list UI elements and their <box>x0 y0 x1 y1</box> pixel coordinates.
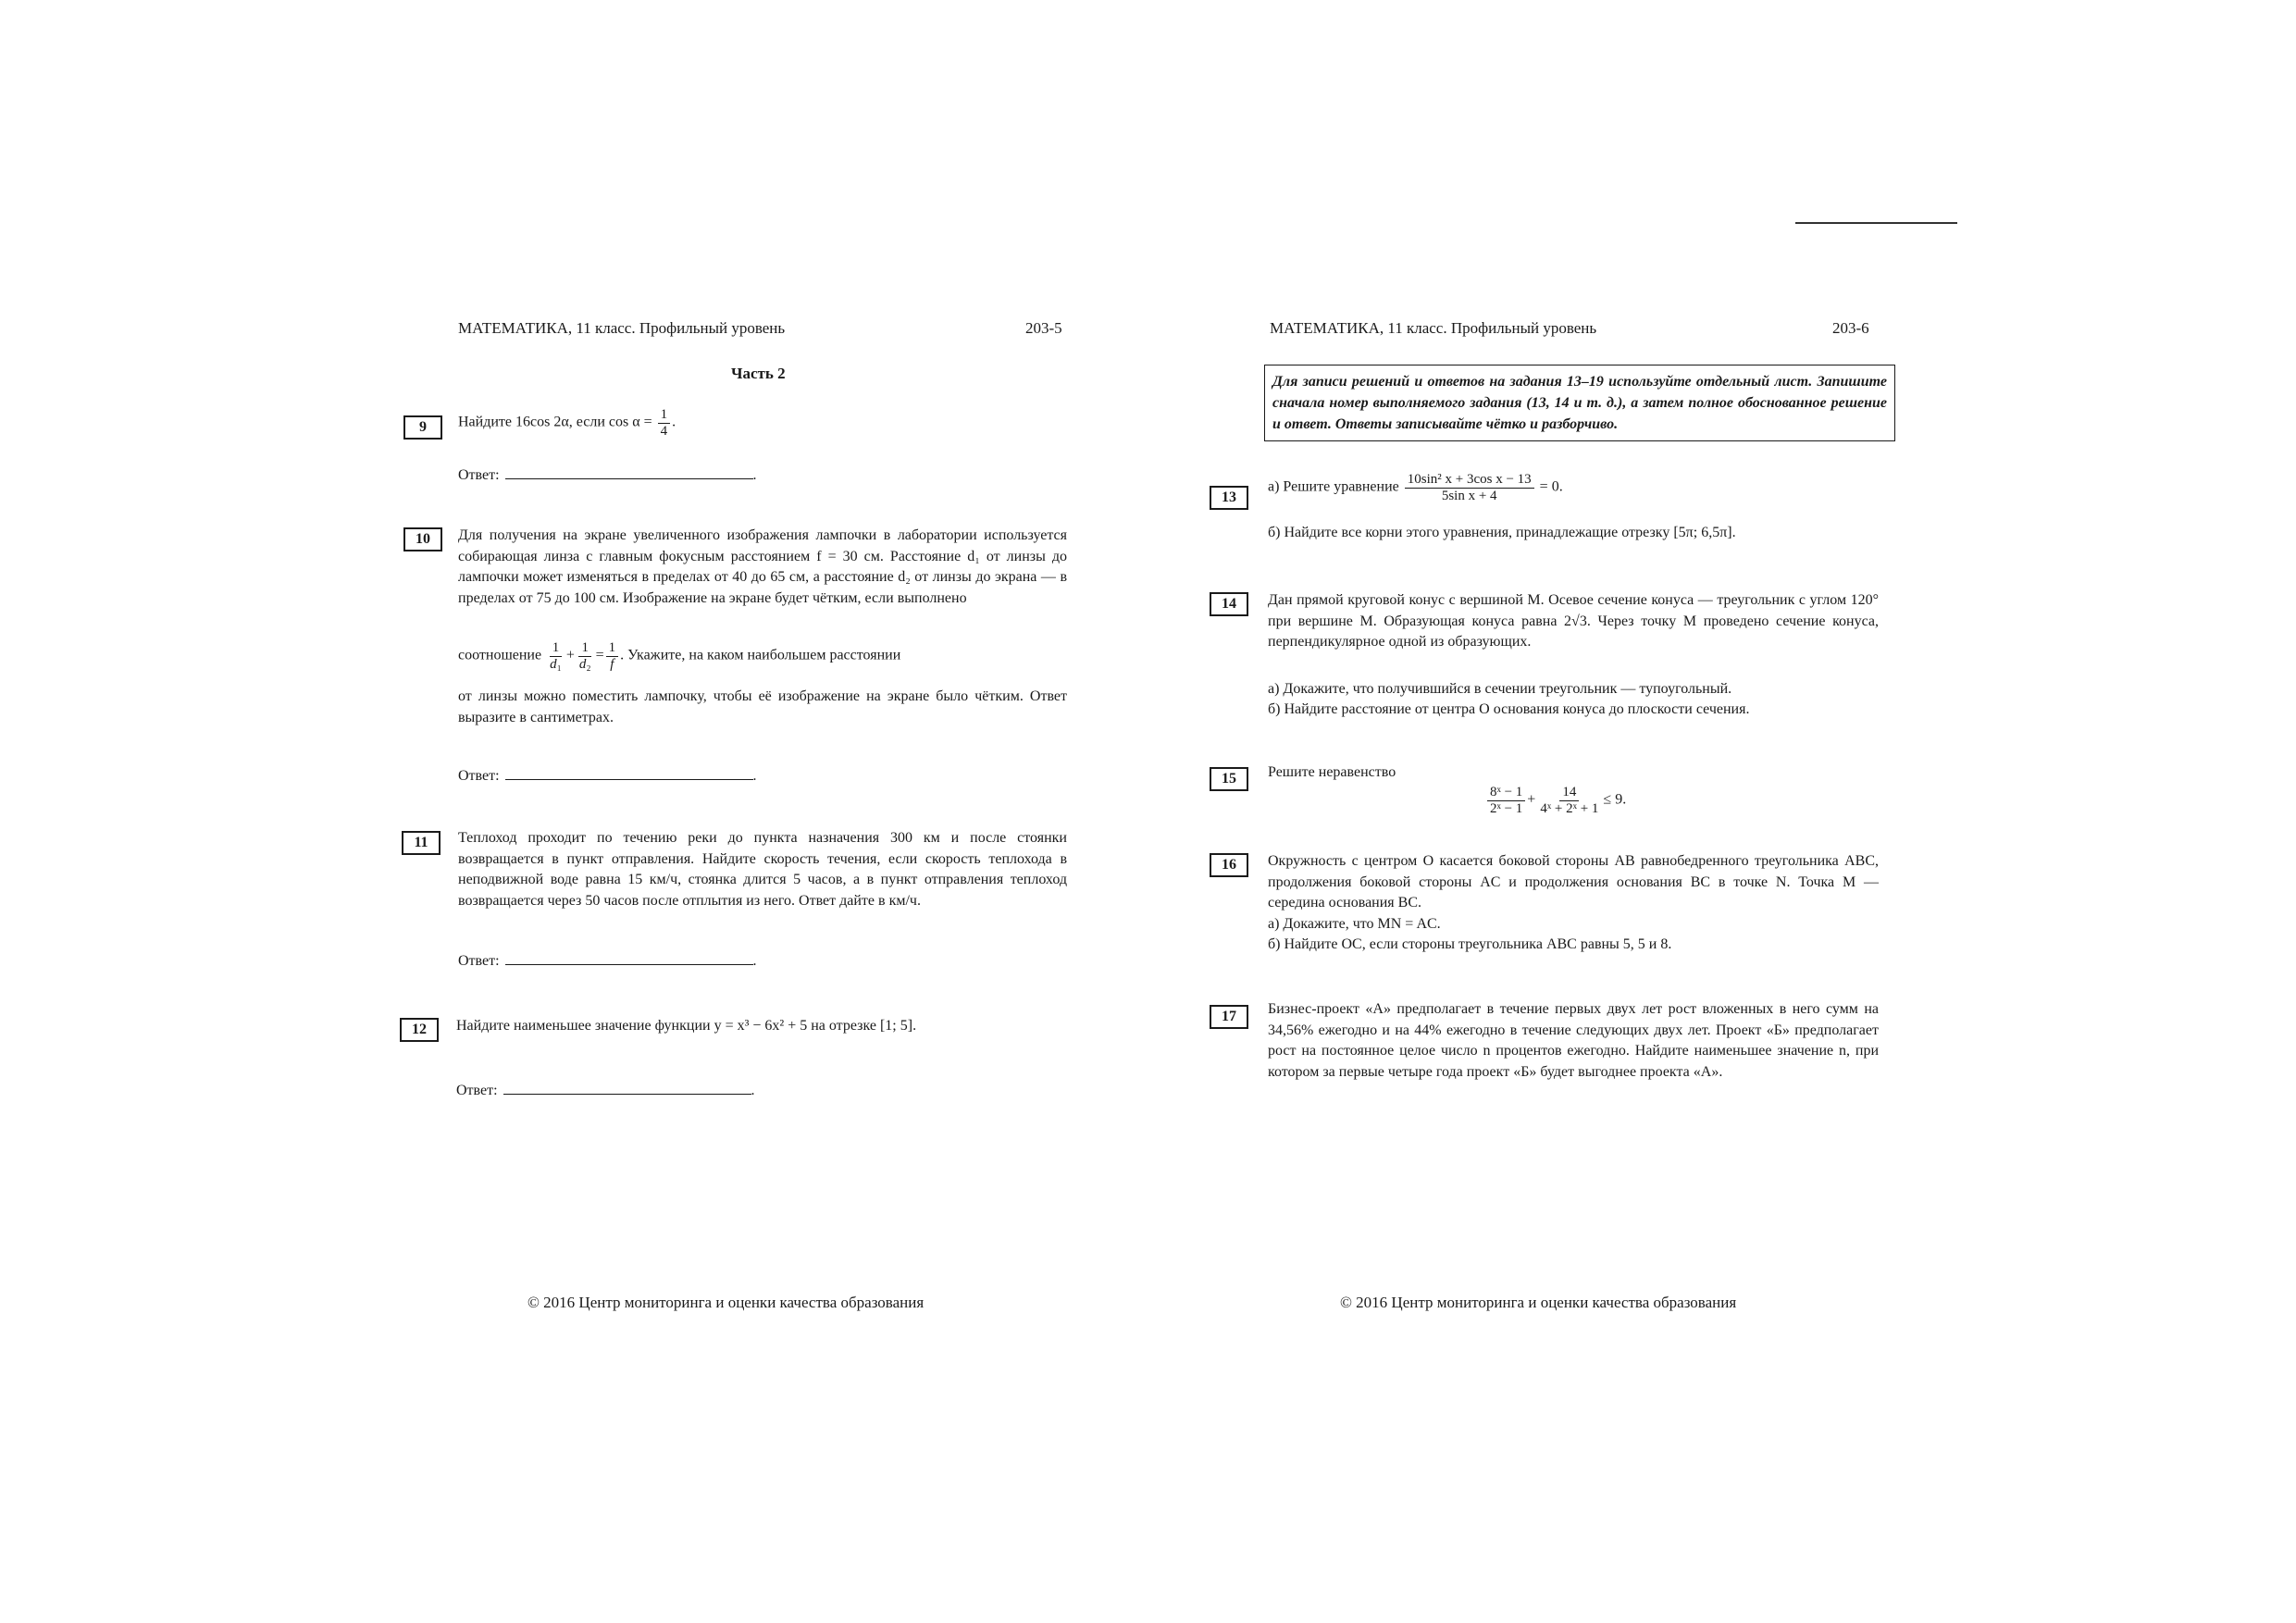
fraction-numerator: 1 <box>578 640 591 657</box>
task-number-10: 10 <box>403 527 442 551</box>
answer-label: Ответ: <box>458 953 500 969</box>
task-15-fraction-2 <box>1537 785 1601 816</box>
task-14-part-b: б) Найдите расстояние от центра O основания конуса до плоскости сечения. <box>1268 701 1750 717</box>
answer-line[interactable] <box>505 477 753 479</box>
answer-label: Ответ: <box>458 467 500 483</box>
task-13-a-post: = 0. <box>1539 478 1563 495</box>
fraction-1-d2 <box>577 640 594 672</box>
fraction-numerator: 14 <box>1559 785 1579 801</box>
task-10-text-d: от линзы можно поместить лампочку, чтобы её изображение на экране было чётким. Ответ выразите в сантиметрах. <box>458 688 1067 725</box>
answer-line[interactable] <box>505 962 753 965</box>
task-13-fraction <box>1405 472 1534 503</box>
task-11-text: Теплоход проходит по течению реки до пункта назначения 300 км и после стоянки возвращается в пункт отправления. Найдите скорость течения, если скорость теплохода в неподвижной воде равна 15 км/ч, стоянка длится 5 часов, а в пункт отправления теплоход возвращается через 50 часов после отплытия из него. Ответ дайте в км/ч. <box>458 830 1067 909</box>
right-page-header: МАТЕМАТИКА, 11 класс. Профильный уровень <box>1270 319 1597 337</box>
task-10-text-c2: . Укажите, на каком наибольшем расстоянии <box>620 647 901 663</box>
answer-label: Ответ: <box>456 1083 498 1098</box>
task-10-answer: Ответ: . <box>458 768 757 784</box>
task-16-text: Окружность с центром O касается боковой стороны AB равнобедренного треугольника ABC, продолжения боковой стороны AC и продолжения основания BC в точке N. Точка M — середина основания BC. <box>1268 853 1879 911</box>
right-footer: © 2016 Центр мониторинга и оценки качества образования <box>1340 1294 1737 1311</box>
left-page-code: 203-5 <box>1025 319 1062 337</box>
task-9-fraction <box>658 407 671 439</box>
left-page-header: МАТЕМАТИКА, 11 класс. Профильный уровень <box>458 319 786 337</box>
answer-line[interactable] <box>505 777 753 780</box>
task-10-text-c1: соотношение <box>458 647 542 663</box>
task-9-text-a: Найдите 16cos 2α, если cos α = <box>458 414 656 430</box>
fraction-numerator: 10sin² x + 3cos x − 13 <box>1405 472 1534 489</box>
task-number-15: 15 <box>1210 767 1248 791</box>
task-13-part-b: б) Найдите все корни этого уравнения, принадлежащие отрезку [5π; 6,5π]. <box>1268 525 1736 540</box>
task-9-text-b: . <box>672 414 676 430</box>
task-16-part-b: б) Найдите OC, если стороны треугольника ABC равны 5, 5 и 8. <box>1268 936 1672 952</box>
task-14-text: Дан прямой круговой конус с вершиной M. Осевое сечение конуса — треугольник с углом 120° при вершине M. Образующая конуса равна 2√3. Через точку M проведено сечение конуса, перпендикулярное одной из образующих. <box>1268 592 1879 650</box>
task-15-text: Решите неравенство <box>1268 764 1396 780</box>
fraction-denominator: d₁ <box>550 656 562 672</box>
fraction-1-f <box>606 640 619 672</box>
task-15-inequality: $\frac{\text{8ˣ − 1}}{\text{2ˣ − 1}}$ + $\frac{14}{\text{4ˣ + 2ˣ + 1}}$ ≤ 9. <box>1485 785 1626 816</box>
task-15-fraction-1 <box>1487 785 1525 816</box>
task-10-relation: соотношение $\frac{1}{\text{d₁}}$ + $\frac{1}{\text{d₂}}$ = $\frac{1}{f}$ . Укажите, на каком наибольшем расстоянии <box>458 640 901 672</box>
task-10-text: Для получения на экране увеличенного изображения лампочки в лаборатории используется собирающая линза с главным фокусным расстоянием f = 30 см. Расстояние d₁ от линзы до лампочки может изменяться в пределах от 40 до 65 см, а расстояние d₂ от линзы до экрана — в пределах от 75 до 100 см. Изображение на экране будет чётким, если выполнено <box>458 527 1067 606</box>
task-number-16: 16 <box>1210 853 1248 877</box>
fraction-denominator: 5sin x + 4 <box>1441 488 1497 503</box>
task-number-11: 11 <box>402 831 441 855</box>
task-17-text: Бизнес-проект «А» предполагает в течение первых двух лет рост вложенных в него сумм на 34,56% ежегодно и на 44% ежегодно в течение следующих двух лет. Проект «Б» предполагает рост на постоянное целое число n процентов ежегодно. Найдите наименьшее значение n, при котором за первые четыре года проект «Б» будет выгоднее проекта «А». <box>1268 1001 1879 1080</box>
answer-label: Ответ: <box>458 768 500 784</box>
fraction-denominator: 4 <box>660 423 668 439</box>
fraction-numerator: 1 <box>606 640 619 657</box>
task-number-9: 9 <box>403 415 442 440</box>
task-number-12: 12 <box>400 1018 439 1042</box>
task-9-answer: Ответ: . <box>458 467 757 483</box>
fraction-numerator: 1 <box>550 640 563 657</box>
fraction-denominator: f <box>610 656 614 672</box>
instruction-box: Для записи решений и ответов на задания 13–19 используйте отдельный лист. Запишите сначала номер выполняемого задания (13, 14 и т. д.), а затем полное обоснованное решение и ответ. Ответы записывайте чётко и разборчиво. <box>1264 365 1895 441</box>
task-number-14: 14 <box>1210 592 1248 616</box>
part-title: Часть 2 <box>731 365 786 382</box>
answer-line[interactable] <box>503 1092 751 1095</box>
scan-mark-line <box>1795 222 1957 224</box>
task-13-a-pre: а) Решите уравнение <box>1268 478 1399 495</box>
fraction-numerator: 1 <box>658 407 671 424</box>
task-13-part-a <box>1268 472 1879 503</box>
fraction-denominator: d₂ <box>578 656 591 672</box>
fraction-denominator: 4ˣ + 2ˣ + 1 <box>1540 800 1599 816</box>
task-11-answer: Ответ: . <box>458 953 757 969</box>
task-number-17: 17 <box>1210 1005 1248 1029</box>
right-page-code: 203-6 <box>1832 319 1869 337</box>
fraction-numerator: 8ˣ − 1 <box>1487 785 1525 801</box>
task-9-text <box>458 407 676 439</box>
left-footer: © 2016 Центр мониторинга и оценки качества образования <box>527 1294 925 1311</box>
task-16-part-a: а) Докажите, что MN = AC. <box>1268 916 1441 932</box>
task-number-13: 13 <box>1210 486 1248 510</box>
task-14-part-a: а) Докажите, что получившийся в сечении треугольник — тупоугольный. <box>1268 681 1732 697</box>
task-12-text: Найдите наименьшее значение функции y = x³ − 6x² + 5 на отрезке [1; 5]. <box>456 1018 917 1034</box>
fraction-1-d1 <box>547 640 565 672</box>
task-12-answer: Ответ: . <box>456 1083 755 1098</box>
fraction-denominator: 2ˣ − 1 <box>1490 800 1523 816</box>
task-15-tail: ≤ 9. <box>1603 791 1627 808</box>
